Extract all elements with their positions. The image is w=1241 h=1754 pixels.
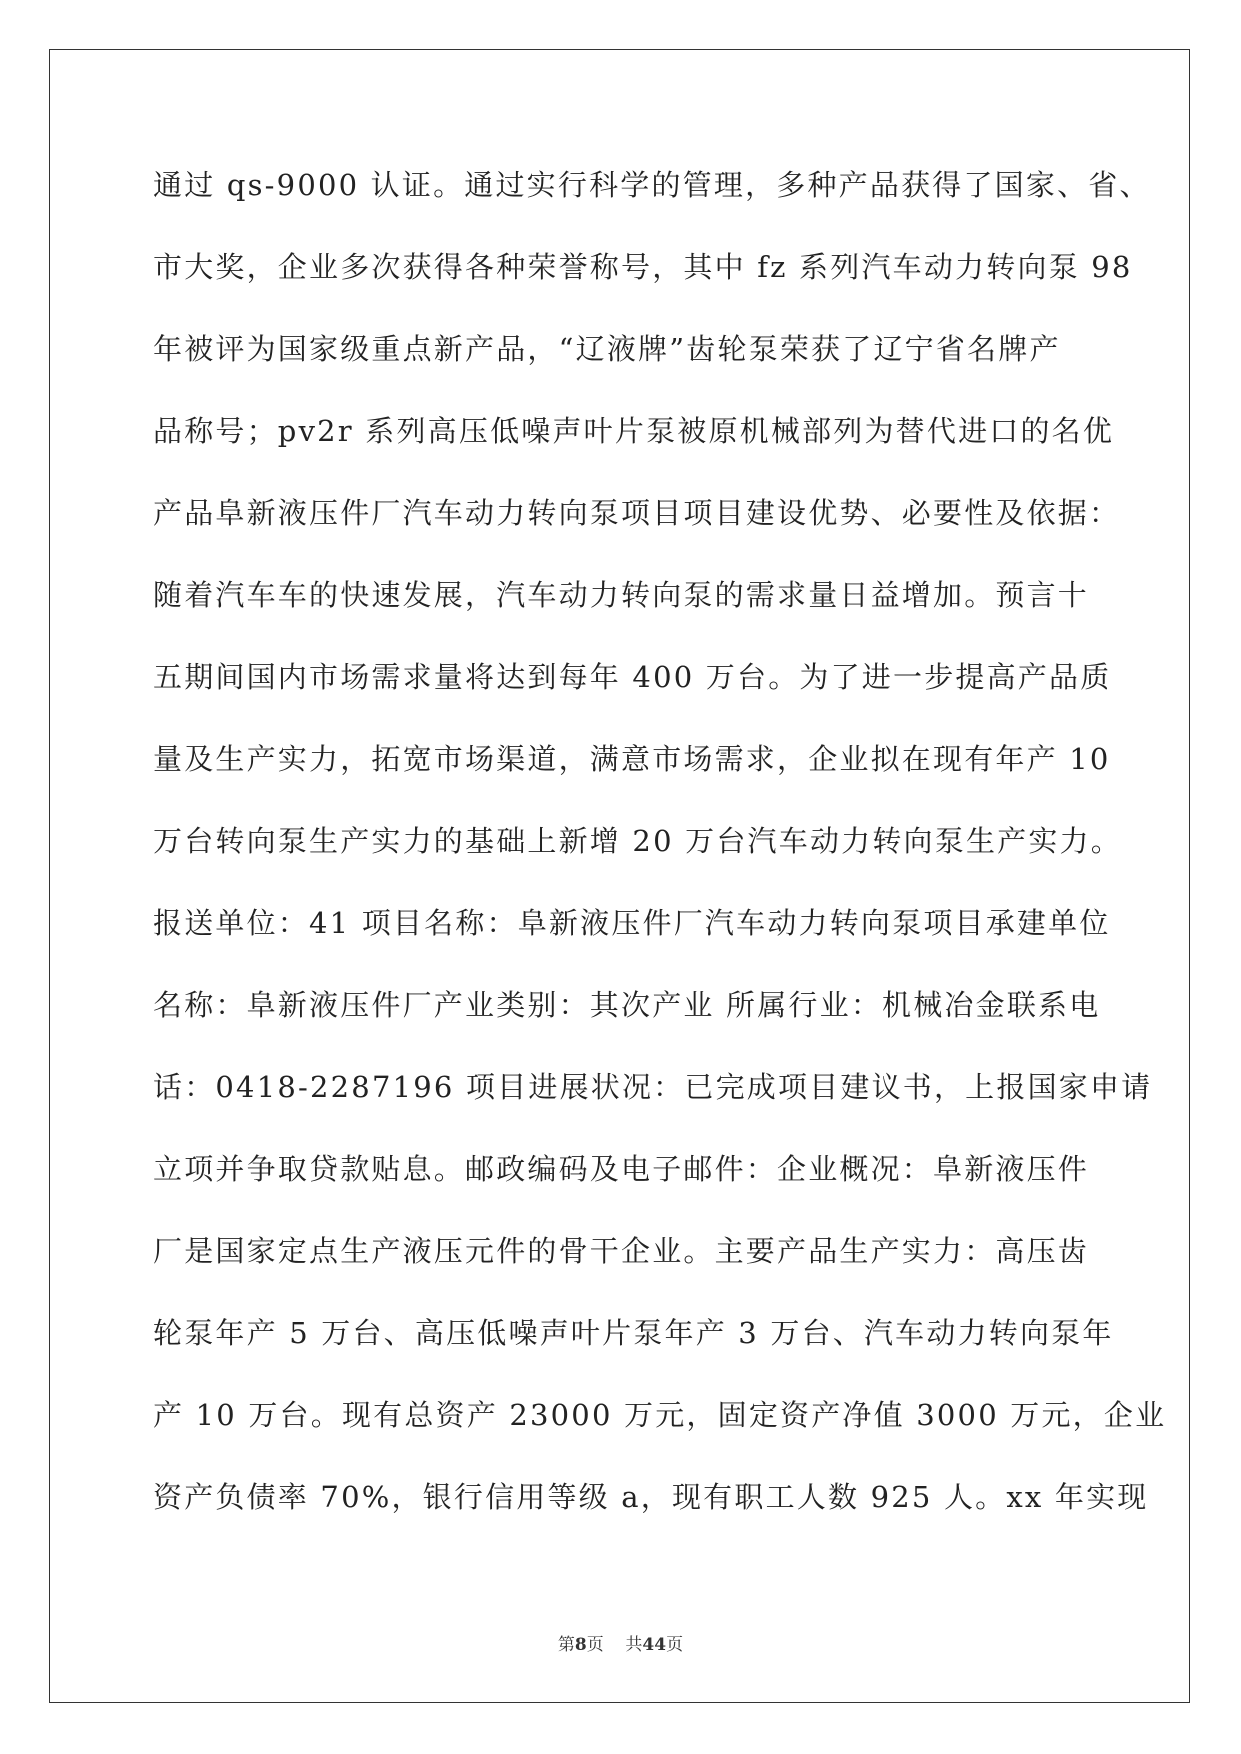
- page-footer: [0, 1630, 1241, 1655]
- text-line: 万台转向泵生产实力的基础上新增 20 万台汽车动力转向泵生产实力。: [153, 824, 1122, 858]
- text-line: 市大奖，企业多次获得各种荣誉称号，其中 fz 系列汽车动力转向泵 98: [153, 250, 1133, 284]
- document-body: [153, 160, 1167, 1554]
- text-line: 产 10 万台。现有总资产 23000 万元，固定资产净值 3000 万元，企业: [153, 1398, 1167, 1432]
- text-line: 立项并争取贷款贴息。邮政编码及电子邮件：企业概况：阜新液压件: [153, 1152, 1090, 1186]
- text-line: 报送单位：41 项目名称：阜新液压件厂汽车动力转向泵项目承建单位: [153, 906, 1111, 940]
- text-line: 五期间国内市场需求量将达到每年 400 万台。为了进一步提高产品质: [153, 660, 1112, 694]
- text-line: 产品阜新液压件厂汽车动力转向泵项目项目建设优势、必要性及依据：: [153, 496, 1121, 530]
- text-line: 轮泵年产 5 万台、高压低噪声叶片泵年产 3 万台、汽车动力转向泵年: [153, 1316, 1114, 1350]
- page-number: 8: [574, 1635, 587, 1655]
- page-suffix: 页: [586, 1635, 604, 1655]
- text-line: 话：0418-2287196 项目进展状况：已完成项目建议书，上报国家申请: [153, 1070, 1153, 1104]
- total-suffix: 页: [666, 1635, 684, 1655]
- page-prefix: 第: [557, 1635, 575, 1655]
- total-pages: 44: [642, 1635, 667, 1655]
- text-line: 年被评为国家级重点新产品，“辽液牌”齿轮泵荣获了辽宁省名牌产: [153, 332, 1061, 366]
- total-prefix: 共: [625, 1635, 643, 1655]
- text-line: 厂是国家定点生产液压元件的骨干企业。主要产品生产实力：高压齿: [153, 1234, 1090, 1268]
- text-line: 品称号；pv2r 系列高压低噪声叶片泵被原机械部列为替代进口的名优: [153, 414, 1115, 448]
- text-line: 通过 qs-9000 认证。通过实行科学的管理，多种产品获得了国家、省、: [153, 168, 1151, 202]
- text-line: 随着汽车车的快速发展，汽车动力转向泵的需求量日益增加。预言十: [153, 578, 1090, 612]
- text-line: 名称：阜新液压件厂产业类别：其次产业 所属行业：机械冶金联系电: [153, 988, 1101, 1022]
- text-line: 资产负债率 70%，银行信用等级 a，现有职工人数 925 人。xx 年实现: [153, 1480, 1149, 1514]
- text-line: 量及生产实力，拓宽市场渠道，满意市场需求，企业拟在现有年产 10: [153, 742, 1111, 776]
